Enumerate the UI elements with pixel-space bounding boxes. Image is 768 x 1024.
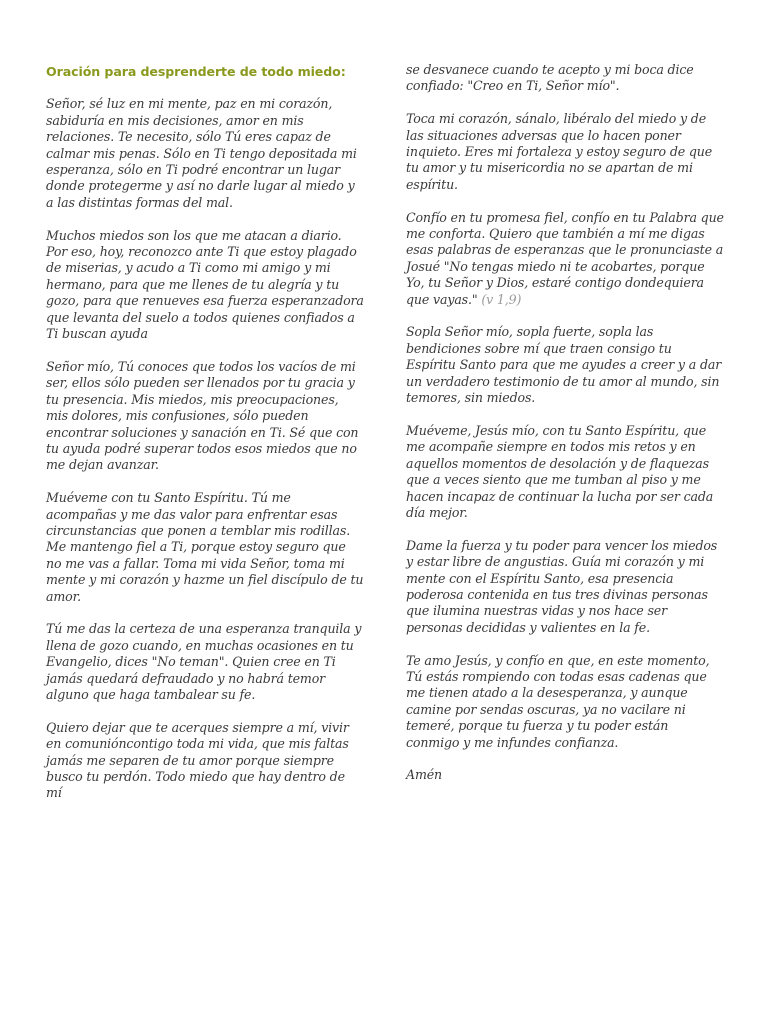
paragraph: se desvanece cuando te acepto y mi boca dice confiado: "Creo en Ti, Señor mío". <box>406 62 694 94</box>
paragraph: Quiero dejar que te acerques siempre a mí, vivir en comuniόncontigo toda mi vida, que mis faltas jamás me separen de tu amor porque siempre busco tu perdón. Todo miedo que hay dentro de mí <box>46 719 349 801</box>
paragraph: Muéveme, Jesús mío, con tu Santo Espíritu, que me acompañe siempre en todos mis retos y en aquellos momentos de desolación y de flaquezas que a veces siento que me tumban al piso y me hacen incapaz de continuar la lucha por ser cada día mejor. <box>406 422 714 520</box>
paragraph: Toca mi corazón, sánalo, libéralo del miedo y de las situaciones adversas que lo hacen poner inquieto. Eres mi fortaleza y estoy seguro de que tu amor y tu misericordia no se apartan de mi espíritu. <box>406 111 713 192</box>
paragraph: Muchos miedos son los que me atacan a diario. Por eso, hoy, reconozco ante Ti que estoy plagado de miserias, y acudo a Ti como mi amigo y mi hermano, para que me llenes de tu alegría y tu gozo, para que renueves esa fuerza esperanzadora que levanta del suelo a todos quienes confiados a Ti buscan ayuda <box>46 227 364 342</box>
paragraph: Señor, sé luz en mi mente, paz en mi corazón, sabiduría en mis decisiones, amor en mis relaciones. Te necesito, sólo Tú eres capaz de calmar mis penas. Sólo en Ti tengo depositada mi esperanza, sólo en Ti podré encontrar un lugar donde protegerme y así no darle lugar al miedo y a las distintas formas del mal. <box>46 96 357 210</box>
paragraph: Tú me das la certeza de una esperanza tranquila y llena de gozo cuando, en muchas ocasiones en tu Evangelio, dices "No teman". Quien cree en Ti jamás quedará defraudado y no habrá temor alguno que haga tambalear su fe. <box>46 621 362 702</box>
bible-citation: (v 1,9) <box>481 291 522 307</box>
right-column <box>406 62 724 800</box>
page-title: Oración para desprenderte de todo miedo: <box>46 64 346 79</box>
paragraph-with-citation <box>406 210 724 308</box>
paragraph: Sopla Señor mío, sopla fuerte, sopla las bendiciones sobre mí que traen consigo tu Espíritu Santo para que me ayudes a creer y a dar un verdadero testimonio de tu amor al mundo, sin temores, sin miedos. <box>406 324 722 406</box>
closing-amen: Amén <box>406 767 443 783</box>
paragraph: Te amo Jesús, y confío en que, en este momento, Tú estás rompiendo con todas esas cadenas que me tienen atado a la desesperanza, y aunque camine por sendas oscuras, ya no vacilare ni temeré, porque tu fuerza y tu poder están conmigo y me infundes confianza. <box>406 652 710 750</box>
left-column <box>46 62 364 818</box>
paragraph: Dame la fuerza y tu poder para vencer los miedos y estar libre de angustias. Guía mi corazón y mi mente con el Espíritu Santo, esa presencia poderosa contenida en tus tres divinas personas que ilumina nuestras vidas y nos hace ser personas decididas y valientes en la fe. <box>406 537 718 635</box>
paragraph: Señor mío, Tú conoces que todos los vacíos de mi ser, ellos sólo pueden ser llenados por tu gracia y tu presencia. Mis miedos, mis preocupaciones, mis dolores, mis confusiones, sólo pueden encontrar soluciones y sanación en Ti. Sé que con tu ayuda podré superar todos esos miedos que no me dejan avanzar. <box>46 358 359 473</box>
paragraph: Muéveme con tu Santo Espíritu. Tú me acompañas y me das valor para enfrentar esas circunstancias que ponen a temblar mis rodillas. Me mantengo fiel a Ti, porque estoy seguro que no me vas a fallar. Toma mi vida Señor, toma mi mente y mi corazón y hazme un fiel discípulo de tu amor. <box>46 490 364 604</box>
paragraph-text: Confío en tu promesa fiel, confío en tu Palabra que me conforta. Quiero que también a mí me digas esas palabras de esperanzas que le pronunciaste a Josué "No tengas miedo ni te acobartes, porque Yo, tu Señor y Dios, estaré contigo dondequiera que vayas." <box>406 209 724 307</box>
